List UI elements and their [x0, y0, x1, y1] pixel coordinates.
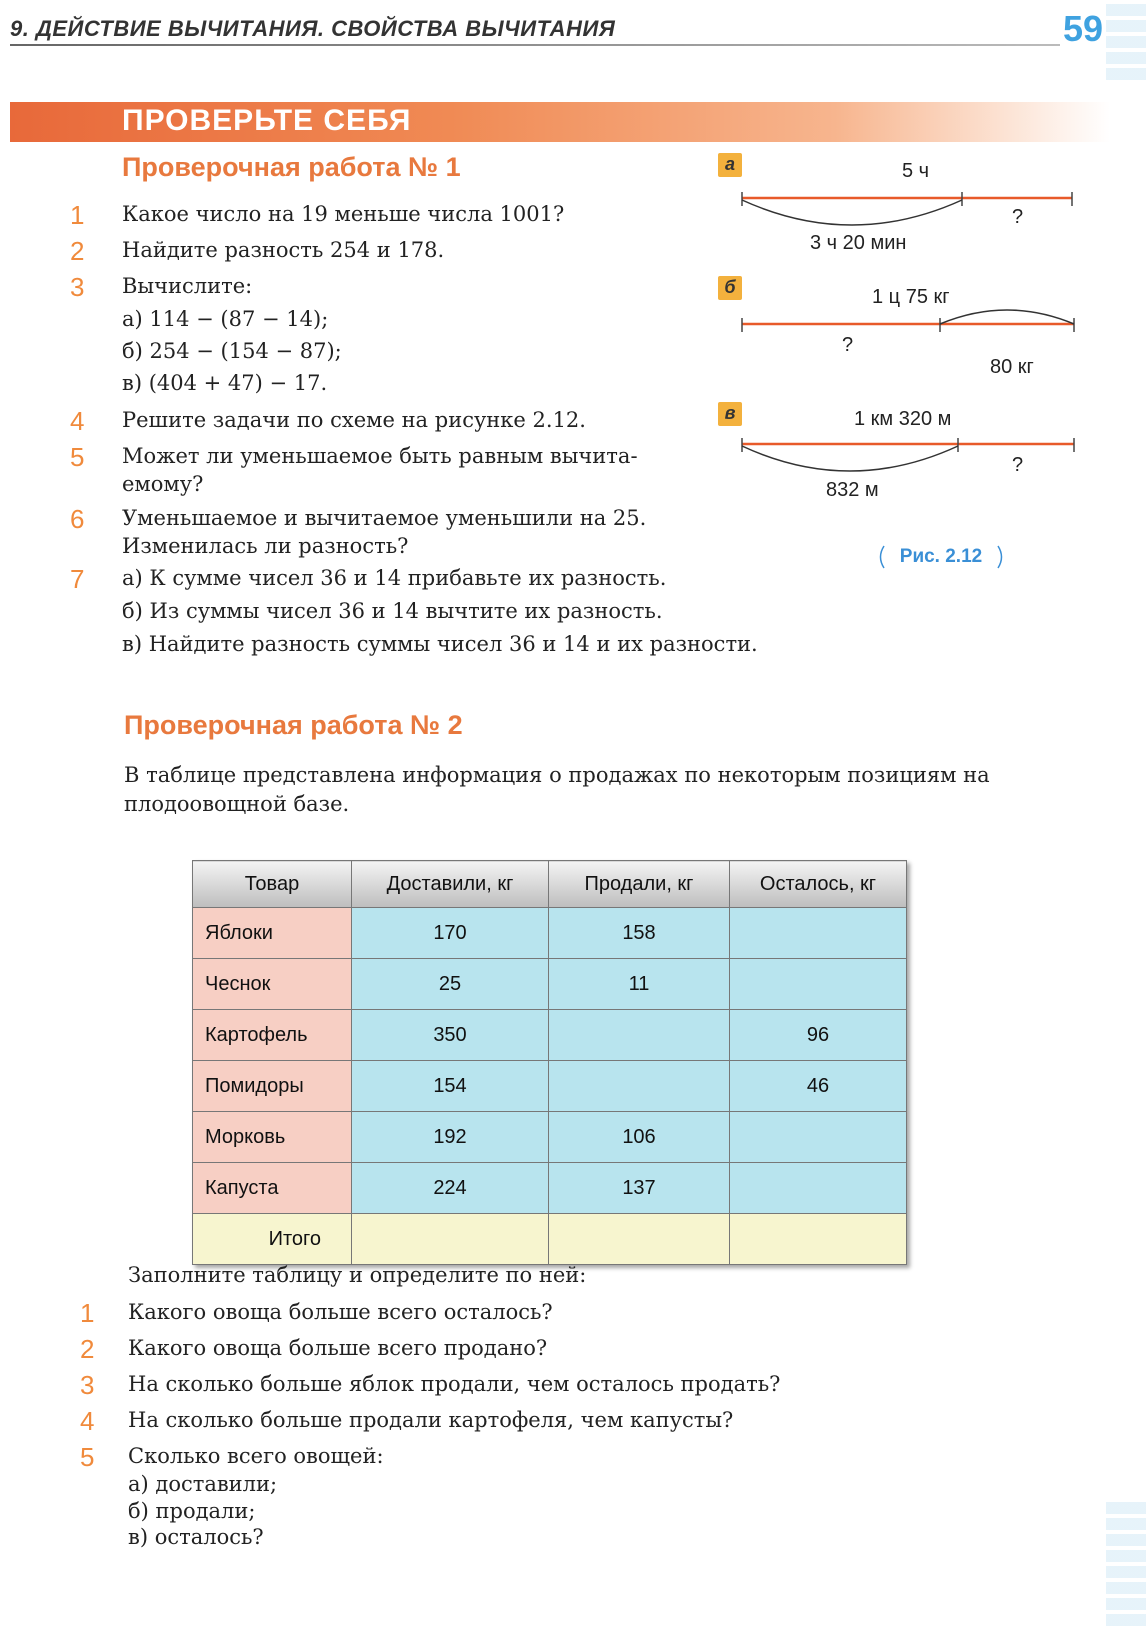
table-row	[193, 1010, 907, 1061]
table-row	[193, 1163, 907, 1214]
task-subitem: в) (404 + 47) − 17.	[122, 371, 328, 395]
table-cell	[549, 1214, 730, 1265]
scheme-c-question: ?	[1012, 454, 1024, 476]
table-cell: Морковь	[193, 1112, 352, 1163]
table-cell	[730, 1214, 907, 1265]
table-cell: Картофель	[193, 1010, 352, 1061]
question-text: Сколько всего овощей:	[128, 1444, 384, 1468]
column-header: Доставили, кг	[352, 861, 549, 908]
table-cell: 224	[352, 1163, 549, 1214]
scheme-c-total: 1 км 320 м	[854, 408, 952, 430]
table-cell: 350	[352, 1010, 549, 1061]
table-total-label: Итого	[193, 1214, 352, 1265]
question-text: На сколько больше продали картофеля, чем капусты?	[128, 1408, 734, 1432]
task-subitem: б) Из суммы чисел 36 и 14 вычтите их разность.	[122, 599, 663, 623]
table-cell: 154	[352, 1061, 549, 1112]
table-cell: 25	[352, 959, 549, 1010]
question-subitem: б) продали;	[128, 1499, 256, 1523]
table-cell: 46	[730, 1061, 907, 1112]
work2-intro-line: плодоовощной базе.	[124, 792, 350, 816]
scheme-c-part: 832 м	[826, 479, 879, 501]
table-cell: 11	[549, 959, 730, 1010]
work2-intro-line: В таблице представлена информация о продажах по некоторым позициям на	[124, 763, 990, 787]
question-number: 2	[80, 1334, 95, 1364]
scheme-b-part: 80 кг	[990, 356, 1034, 378]
page-number: 59	[1063, 8, 1104, 49]
sales-table	[192, 860, 907, 1265]
scheme-a-question: ?	[1012, 206, 1024, 228]
table-cell: 106	[549, 1112, 730, 1163]
scheme-b-tag: б	[718, 276, 742, 300]
section-banner-title: ПРОВЕРЬТЕ СЕБЯ	[122, 104, 412, 137]
column-header: Осталось, кг	[730, 861, 907, 908]
chapter-title: 9. ДЕЙСТВИЕ ВЫЧИТАНИЯ. СВОЙСТВА ВЫЧИТАНИЯ	[10, 16, 616, 41]
scheme-a-tag: а	[718, 153, 742, 177]
table-cell	[730, 1112, 907, 1163]
table-cell	[549, 1010, 730, 1061]
table-cell: 158	[549, 908, 730, 959]
table-header-row	[193, 861, 907, 908]
task-subitem: а) 114 − (87 − 14);	[122, 307, 329, 331]
table-cell: 192	[352, 1112, 549, 1163]
column-header: Товар	[193, 861, 352, 908]
work2-instruction: Заполните таблицу и определите по ней:	[128, 1263, 587, 1287]
table-cell: 96	[730, 1010, 907, 1061]
table-row	[193, 1061, 907, 1112]
scheme-c-tag: в	[718, 402, 742, 426]
task-number: 7	[70, 564, 85, 594]
table-cell: 137	[549, 1163, 730, 1214]
table-cell	[730, 959, 907, 1010]
task-subitem: а) К сумме чисел 36 и 14 прибавьте их разность.	[122, 566, 667, 590]
task-text: емому?	[122, 472, 204, 496]
task-text: Уменьшаемое и вычитаемое уменьшили на 25.	[122, 506, 647, 530]
table-cell: Чеснок	[193, 959, 352, 1010]
task-number: 1	[70, 200, 85, 230]
scheme-b-brace	[940, 310, 1074, 324]
task-text: Какое число на 19 меньше числа 1001?	[122, 202, 565, 226]
scheme-a-total: 5 ч	[902, 160, 930, 182]
column-header: Продали, кг	[549, 861, 730, 908]
task-number: 2	[70, 236, 85, 266]
table-cell	[352, 1214, 549, 1265]
table-cell: Яблоки	[193, 908, 352, 959]
work2-title: Проверочная работа № 2	[124, 710, 463, 740]
table-total-row	[193, 1214, 907, 1265]
table-cell: Капуста	[193, 1163, 352, 1214]
task-text: Может ли уменьшаемое быть равным вычита-	[122, 444, 638, 468]
scheme-lines	[0, 0, 1146, 600]
table-cell: Помидоры	[193, 1061, 352, 1112]
task-text: Найдите разность 254 и 178.	[122, 238, 445, 262]
question-text: На сколько больше яблок продали, чем осталось продать?	[128, 1372, 781, 1396]
table-row	[193, 1112, 907, 1163]
table-cell: 170	[352, 908, 549, 959]
table-cell	[730, 1163, 907, 1214]
task-text: Изменилась ли разность?	[122, 534, 409, 558]
scheme-a-brace	[742, 200, 962, 225]
question-number: 4	[80, 1406, 95, 1436]
task-number: 4	[70, 406, 85, 436]
question-text: Какого овоща больше всего продано?	[128, 1336, 548, 1360]
task-subitem: б) 254 − (154 − 87);	[122, 339, 342, 363]
decor-stripes-bottom	[1106, 1500, 1146, 1626]
task-subitem: в) Найдите разность суммы чисел 36 и 14 и их разности.	[122, 632, 758, 656]
question-subitem: а) доставили;	[128, 1472, 278, 1496]
task-text: Решите задачи по схеме на рисунке 2.12.	[122, 408, 586, 432]
task-text: Вычислите:	[122, 274, 253, 298]
table-cell	[730, 908, 907, 959]
figure-caption: Рис. 2.12	[899, 546, 983, 567]
work1-title: Проверочная работа № 1	[122, 152, 461, 182]
table-cell	[549, 1061, 730, 1112]
question-number: 1	[80, 1298, 95, 1328]
scheme-a-part: 3 ч 20 мин	[810, 232, 907, 254]
scheme-b-question: ?	[842, 334, 854, 356]
task-number: 6	[70, 504, 85, 534]
table-row	[193, 908, 907, 959]
question-text: Какого овоща больше всего осталось?	[128, 1300, 553, 1324]
task-number: 5	[70, 442, 85, 472]
task-number: 3	[70, 272, 85, 302]
table-row	[193, 959, 907, 1010]
question-subitem: в) осталось?	[128, 1525, 264, 1549]
scheme-b-total: 1 ц 75 кг	[872, 286, 950, 308]
question-number: 3	[80, 1370, 95, 1400]
question-number: 5	[80, 1442, 95, 1472]
scheme-c-brace	[742, 446, 958, 471]
